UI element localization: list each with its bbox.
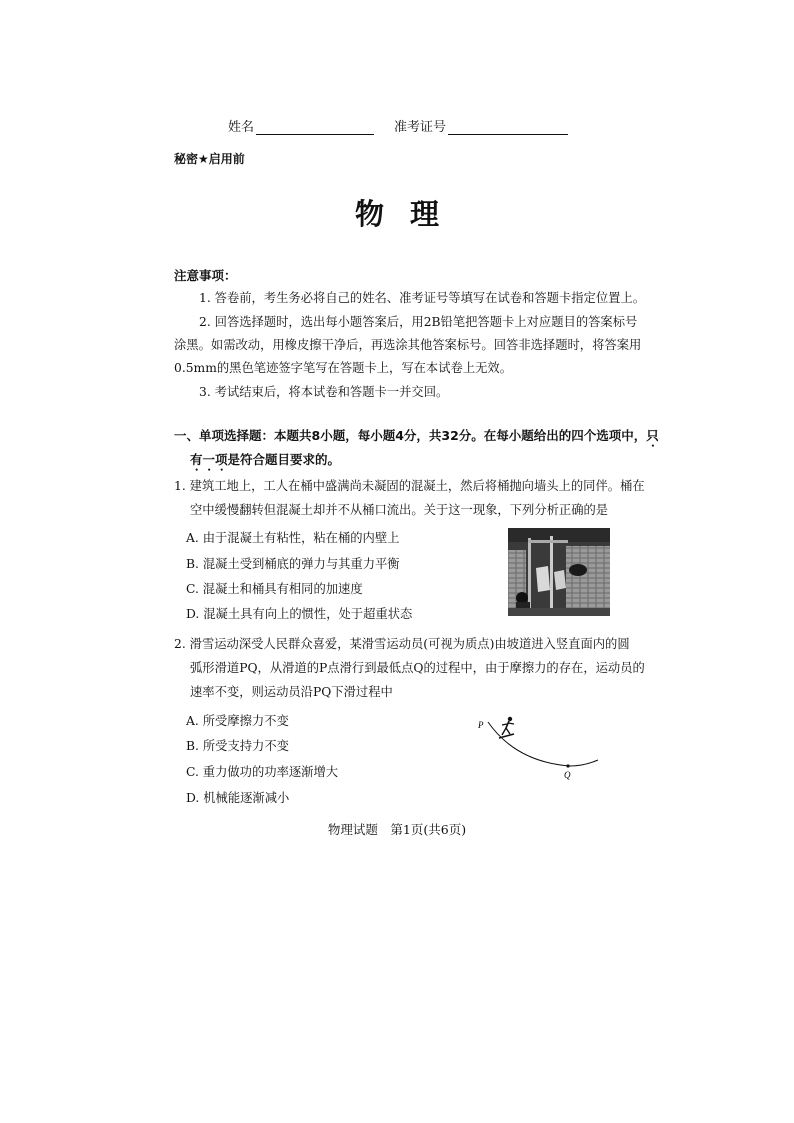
construction-photo: [508, 528, 610, 616]
q1-option-b[interactable]: B. 混凝土受到桶底的弹力与其重力平衡: [186, 557, 400, 571]
emphasis-one-item: 有一项: [190, 452, 228, 467]
section-1-heading-line-2: [190, 450, 340, 474]
q2-option-c[interactable]: C. 重力做功的功率逐渐增大: [186, 765, 339, 779]
q2-option-d[interactable]: D. 机械能逐渐减小: [186, 791, 290, 805]
skier-icon: [499, 717, 514, 738]
notice-item-2-line-2: 涂黑。如需改动，用橡皮擦干净后，再选涂其他答案标号。回答非选择题时，将答案用: [174, 338, 642, 352]
q1-option-d[interactable]: D. 混凝土具有向上的惯性，处于超重状态: [186, 607, 413, 621]
construction-photo-graphic: [508, 528, 610, 616]
q2-stem-line-2: 弧形滑道PQ，从滑道的P点滑行到最低点Q的过程中，由于摩擦力的存在，运动员的: [190, 661, 645, 675]
notice-item-1: 1. 答卷前，考生务必将自己的姓名、准考证号等填写在试卷和答题卡指定位置上。: [199, 291, 646, 305]
name-label: 姓名: [228, 120, 255, 135]
q1-stem-line-1: 1. 建筑工地上，工人在桶中盛满尚未凝固的混凝土，然后将桶抛向墙头上的同伴。桶在: [174, 479, 645, 493]
q2-option-a[interactable]: A. 所受摩擦力不变: [186, 714, 289, 728]
secret-label: 秘密★启用前: [174, 152, 245, 166]
notice-item-2-line-3: 0.5mm的黑色笔迹签字笔写在答题卡上，写在本试卷上无效。: [174, 361, 513, 375]
emphasis-only: 只: [646, 428, 659, 443]
point-q-marker: [566, 764, 569, 767]
notice-heading: 注意事项：: [174, 268, 237, 283]
label-q: Q: [564, 770, 571, 780]
page-footer: 物理试题 第1页(共6页): [327, 822, 467, 837]
section-1-heading-text: 一、单项选择题：本题共8小题，每小题4分，共32分。在每小题给出的四个选项中，: [174, 428, 647, 443]
exam-id-blank[interactable]: [448, 120, 568, 135]
q2-stem-line-3: 速率不变，则运动员沿PQ下滑过程中: [190, 685, 393, 699]
section-1-heading-tail: 是符合题目要求的。: [227, 452, 341, 467]
page-title: 物理: [354, 197, 465, 231]
ski-arc-diagram: [472, 710, 604, 782]
exam-id-label: 准考证号: [394, 120, 447, 135]
name-blank[interactable]: [256, 120, 374, 135]
q2-option-b[interactable]: B. 所受支持力不变: [186, 739, 289, 753]
label-p: P: [478, 720, 484, 730]
q2-stem-line-1: 2. 滑雪运动深受人民群众喜爱，某滑雪运动员(可视为质点)由坡道进入竖直面内的圆: [174, 637, 630, 651]
q1-option-a[interactable]: A. 由于混凝土有粘性，粘在桶的内壁上: [186, 531, 400, 545]
q1-option-c[interactable]: C. 混凝土和桶具有相同的加速度: [186, 582, 363, 596]
arc-slide-path: [488, 722, 598, 766]
notice-item-2-line-1: 2. 回答选择题时，选出每小题答案后，用2B铅笔把答题卡上对应题目的答案标号: [199, 315, 638, 329]
candidate-info-line: [228, 116, 568, 135]
q1-stem-line-2: 空中缓慢翻转但混凝土却并不从桶口流出。关于这一现象，下列分析正确的是: [190, 503, 609, 517]
notice-item-3: 3. 考试结束后，将本试卷和答题卡一并交回。: [199, 385, 449, 399]
section-1-heading-line-1: [174, 426, 659, 450]
